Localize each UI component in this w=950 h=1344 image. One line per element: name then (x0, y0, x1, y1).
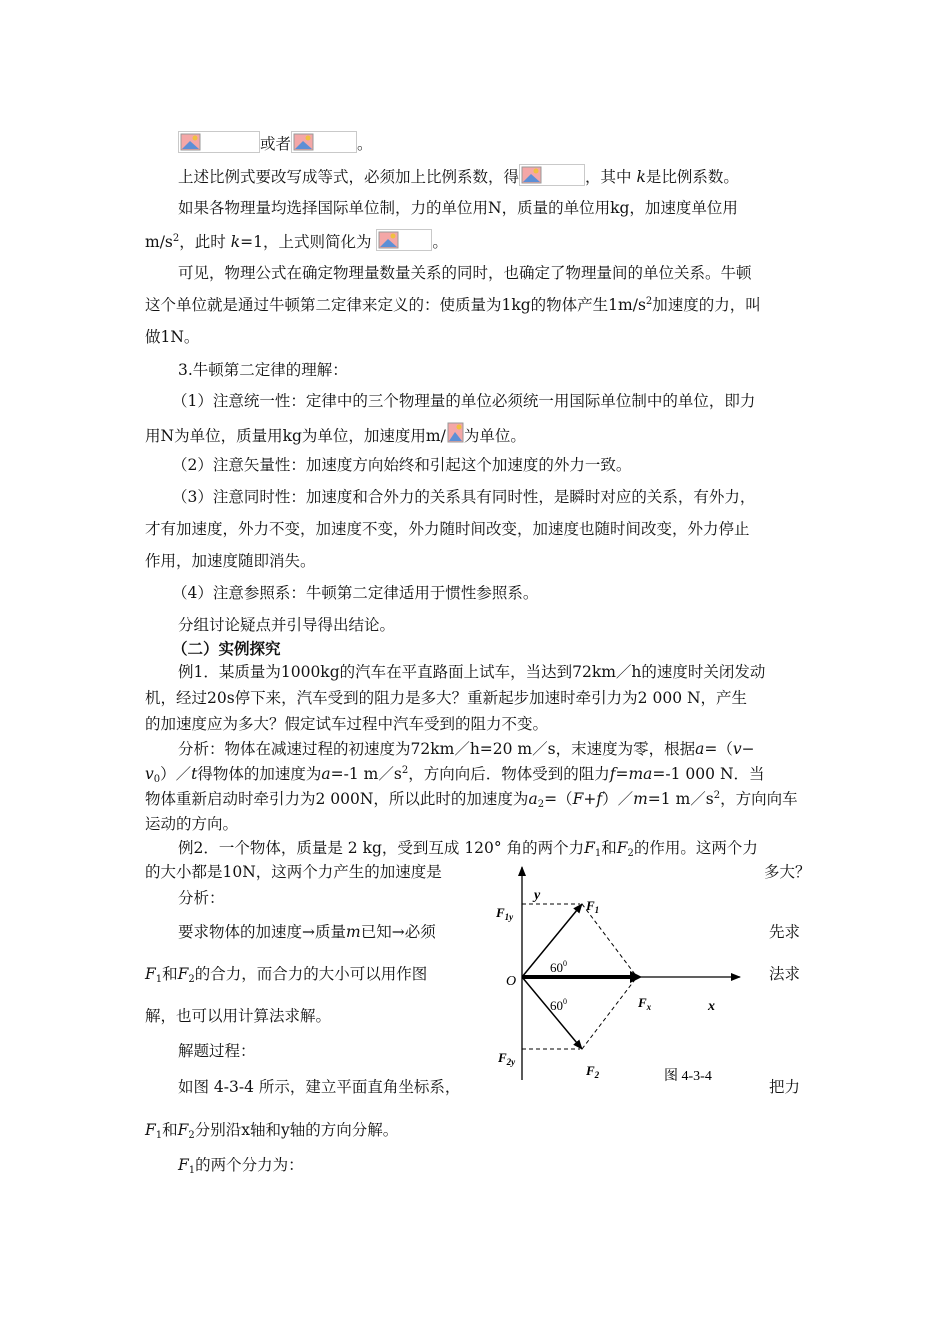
section-title: （二）实例探究 (172, 639, 281, 658)
broken-image-icon (447, 422, 465, 444)
example-1-line: 的加速度应为多大？假定试车过程中汽车受到的阻力不变。 (145, 715, 549, 733)
solution-line: $F_1$和$F_2$的合力，而合力的大小可以用作图 (145, 965, 428, 985)
parallelogram-dash (582, 904, 637, 977)
paragraph-line: 可见，物理公式在确定物理量数量关系的同时，也确定了物理量间的单位关系。牛顿 (178, 264, 752, 282)
solution-line: 如图 4-3-4 所示，建立平面直角坐标系， (178, 1078, 461, 1096)
broken-image-icon (293, 133, 315, 151)
resultant-arrowhead (630, 971, 642, 983)
angle-label-top: $60^0$ (550, 959, 567, 975)
paragraph-line: （3）注意同时性：加速度和合外力的关系具有同时性，是瞬时对应的关系，有外力， (172, 488, 756, 506)
paragraph-line: （1）注意统一性：定律中的三个物理量的单位必须统一用国际单位制中的单位，即力 (172, 392, 756, 410)
formula-image-placeholder (178, 131, 260, 153)
example-1-line: 机，经过20s停下来，汽车受到的阻力是多大？重新起步加速时牵引力为2 000 N，产生 (145, 689, 748, 707)
broken-image-icon (180, 133, 202, 151)
formula-image-placeholder (291, 131, 357, 153)
paragraph-line: 用N为单位，质量用kg为单位，加速度用m/ 为单位。 (145, 421, 526, 447)
paragraph-line: （4）注意参照系：牛顿第二定律适用于惯性参照系。 (172, 584, 539, 602)
solution-line: 法求 (769, 965, 801, 983)
paragraph-line: 如果各物理量均选择国际单位制，力的单位用N，质量的单位用kg，加速度单位用 (178, 199, 738, 217)
paragraph-line: 上述比例式要改写成等式，必须加上比例系数，得 ，其中 k是比例系数。 (178, 164, 739, 188)
formula-line-1: 或者 。 (178, 131, 373, 155)
analysis-line: 运动的方向。 (145, 815, 239, 833)
paragraph-line: （2）注意矢量性：加速度方向始终和引起这个加速度的外力一致。 (172, 456, 632, 474)
analysis-line: 物体重新启动时牵引力为2 000N，所以此时的加速度为$a_2=(F+f)/m=1$ $m/s^2$，方向向车 (145, 790, 798, 810)
x-axis-label: x (708, 999, 715, 1014)
force-diagram (490, 855, 760, 1095)
example-1-line: 例1．某质量为1000kg的汽车在平直路面上试车，当达到72km／h的速度时关闭发动 (178, 663, 766, 681)
f1-label: $F_1$ (586, 898, 600, 915)
paragraph-line: 这个单位就是通过牛顿第二定律来定义的：使质量为1kg的物体产生$1m/s^2$加速度的力，叫 (145, 296, 761, 314)
solution-line: $F_1$和$F_2$分别沿x轴和y轴的方向分解。 (145, 1121, 399, 1141)
paragraph-line: 分组讨论疑点并引导得出结论。 (178, 616, 396, 634)
paragraph-line: $m/s^2$，此时 k=1，上式则简化为 。 (145, 229, 448, 253)
analysis-line: $v_0)/t$得物体的加速度为a=-1 $m/s^2$，方向向后．物体受到的阻力f=ma=-1 000 N．当 (145, 765, 765, 785)
paragraph-line: 作用，加速度随即消失。 (145, 552, 316, 570)
broken-image-icon (521, 166, 543, 184)
f1y-label: $F_{1y}$ (496, 905, 514, 922)
example-2-line: 的大小都是10N，这两个力产生的加速度是 (145, 863, 442, 881)
origin-label: O (506, 974, 517, 989)
solution-line: 解，也可以用计算法求解。 (145, 1007, 332, 1025)
f2-label: $F_2$ (586, 1063, 600, 1080)
solution-line: 先求 (769, 923, 801, 941)
solution-line: 要求物体的加速度→质量m已知→必须 (178, 923, 436, 941)
figure-caption: 图 4-3-4 (664, 1069, 712, 1084)
formula-image-placeholder (376, 229, 432, 251)
fx-label: $F_x$ (638, 995, 652, 1012)
parallelogram-dash (582, 977, 637, 1049)
angle-label-bottom: $60^0$ (550, 997, 567, 1013)
formula-image-placeholder (446, 421, 464, 445)
solution-line: 把力 (769, 1078, 801, 1096)
solution-line: $F_1$的两个分力为： (178, 1156, 304, 1176)
paragraph-line: 才有加速度，外力不变，加速度不变，外力随时间改变，加速度也随时间改变，外力停止 (145, 520, 750, 538)
solution-line: 解题过程： (178, 1042, 256, 1060)
example-2-line: 多大？ (764, 863, 811, 881)
broken-image-icon (378, 231, 400, 249)
formula-image-placeholder (519, 164, 585, 186)
paragraph-line: 做1N。 (145, 328, 200, 346)
f2-vector (522, 977, 582, 1049)
y-axis-label: y (534, 888, 541, 903)
analysis-line: 分析：物体在减速过程的初速度为72km／h=20 m／s，末速度为零，根据a=（v− (178, 740, 755, 758)
section-heading: 3.牛顿第二定律的理解： (178, 361, 348, 379)
solution-line: 分析： (178, 889, 225, 907)
f2y-label: $F_{2y}$ (498, 1050, 516, 1067)
example-2-line: 例2．一个物体，质量是 2 kg，受到互成 120° 角的两个力$F_1$和$F_2$的作用。这两个力 (178, 839, 758, 859)
